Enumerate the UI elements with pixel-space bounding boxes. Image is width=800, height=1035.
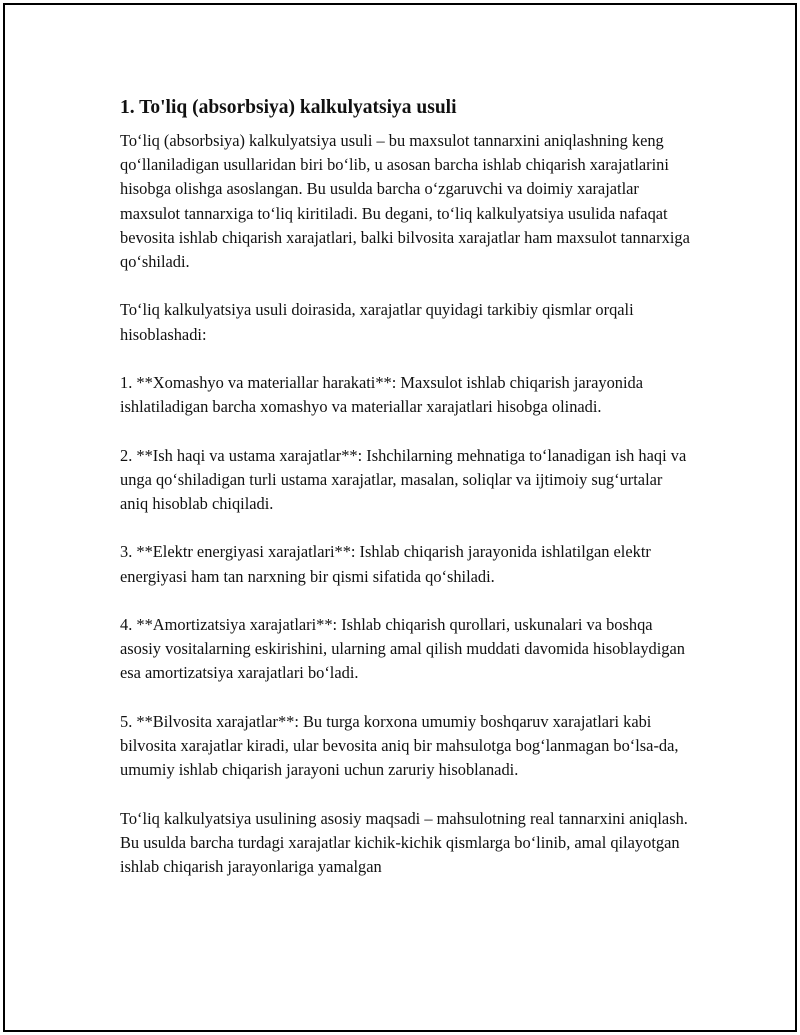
section-heading: 1. To'liq (absorbsiya) kalkulyatsiya usuli — [120, 97, 457, 118]
list-item-depreciation: 4. **Amortizatsiya xarajatlari**: Ishlab chiqarish qurollari, uskunalari va boshqa asosiy vositalarning eskirishini, ularning amal qilish muddati davomida hisoblaydigan esa amortizatsiya xarajatlari bo‘ladi. — [120, 614, 685, 683]
list-item-raw-materials: 1. **Xomashyo va materiallar harakati**: Maxsulot ishlab chiqarish jarayonida ishlatiladigan barcha xomashyo va materiallar xarajatlari hisobga olinadi. — [120, 373, 643, 417]
list-item-electricity: 3. **Elektr energiyasi xarajatlari**: Ishlab chiqarish jarayonida ishlatilgan elektr energiyasi ham tan narxning bir qismi sifatida qo‘shiladi. — [120, 542, 651, 586]
page-frame — [3, 3, 797, 1032]
paragraph-conclusion: To‘liq kalkulyatsiya usulining asosiy maqsadi – mahsulotning real tannarxini aniqlash. Bu usulda barcha turdagi xarajatlar kichik-kichik qismlarga bo‘linib, amal qilayotgan ishlab chiqarish jarayonlariga yamalgan — [120, 808, 688, 876]
list-item-wages: 2. **Ish haqi va ustama xarajatlar**: Ishchilarning mehnatiga to‘lanadigan ish haqi va unga qo‘shiladigan turli ustama xarajatlar, masalan, soliqlar va ijtimoiy sug‘urtalar aniq hisoblab chiqiladi. — [120, 445, 687, 513]
document-body — [120, 95, 690, 879]
paragraph-intro: To‘liq (absorbsiya) kalkulyatsiya usuli – bu maxsulot tannarxini aniqlashning keng qo‘llaniladigan usullaridan biri bo‘lib, u asosan barcha ishlab chiqarish xarajatlarini hisobga olishga asoslangan. Bu usulda barcha o‘zgaruvchi va doimiy xarajatlar maxsulot tannarxiga to‘liq kiritiladi. Bu degani, to‘liq kalkulyatsiya usulida nafaqat bevosita ishlab chiqarish xarajatlari, balki bilvosita xarajatlar ham maxsulot tannarxiga qo‘shiladi. — [120, 131, 690, 272]
paragraph-components-lead: To‘liq kalkulyatsiya usuli doirasida, xarajatlar quyidagi tarkibiy qismlar orqali hisoblashadi: — [120, 300, 634, 344]
list-item-indirect-costs: 5. **Bilvosita xarajatlar**: Bu turga korxona umumiy boshqaruv xarajatlari kabi bilvosita xarajatlar kiradi, ular bevosita aniq bir mahsulotga bog‘lanmagan bo‘lsa-da, umumiy ishlab chiqarish jarayoni uchun zaruriy hisoblanadi. — [120, 711, 679, 780]
